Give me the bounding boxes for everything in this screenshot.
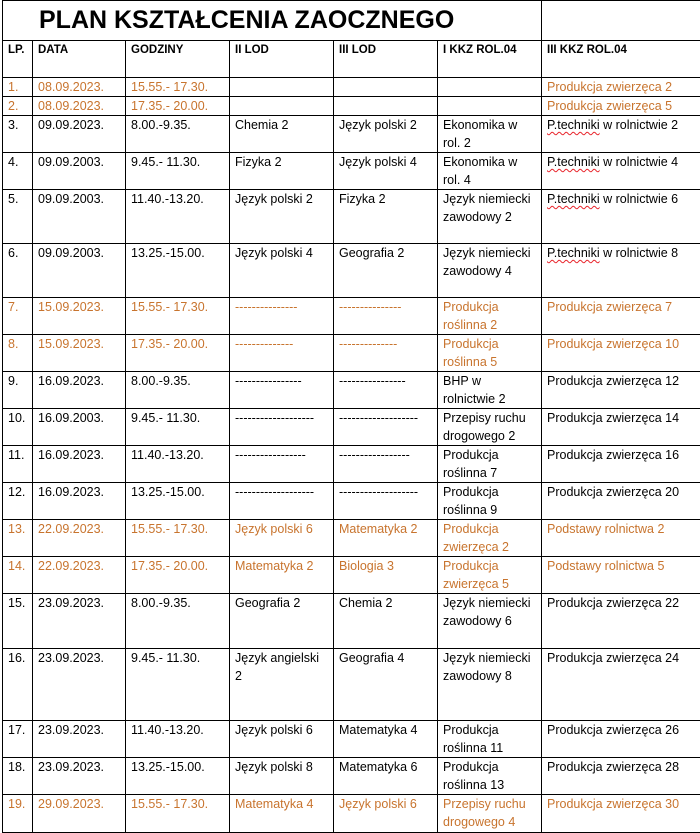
- cell-iii-kkz: [542, 244, 700, 298]
- cell-iii-lod: [334, 97, 438, 116]
- cell-ii-lod: ---------------: [230, 298, 334, 335]
- table-row: [3, 244, 700, 298]
- title-empty-cell: [542, 1, 700, 41]
- cell-godziny: 11.40.-13.20.: [126, 190, 230, 244]
- cell-iii-kkz-abbrev: P.techniki: [547, 118, 600, 132]
- cell-iii-lod: Język polski 6: [334, 795, 438, 833]
- table-row: [3, 335, 700, 372]
- cell-lp: 10.: [3, 409, 33, 446]
- cell-data: 08.09.2023.: [33, 78, 126, 97]
- cell-godziny: 17.35.- 20.00.: [126, 557, 230, 594]
- cell-iii-kkz: Podstawy rolnictwa 2: [542, 520, 700, 557]
- cell-iii-kkz: [542, 116, 700, 153]
- cell-ii-lod: Język polski 8: [230, 758, 334, 795]
- cell-data: 23.09.2023.: [33, 758, 126, 795]
- cell-data: 15.09.2023.: [33, 298, 126, 335]
- cell-godziny: 13.25.-15.00.: [126, 483, 230, 520]
- cell-lp: 11.: [3, 446, 33, 483]
- cell-i-kkz: Produkcja zwierzęca 5: [438, 557, 542, 594]
- cell-iii-kkz: Produkcja zwierzęca 22: [542, 594, 700, 649]
- schedule-table: [2, 0, 700, 833]
- cell-iii-kkz: [542, 153, 700, 190]
- cell-i-kkz: Język niemiecki zawodowy 8: [438, 649, 542, 721]
- table-row: [3, 594, 700, 649]
- table-row: [3, 116, 700, 153]
- cell-iii-kkz-abbrev: P.techniki: [547, 155, 600, 169]
- cell-data: 29.09.2023.: [33, 795, 126, 833]
- cell-ii-lod: [230, 78, 334, 97]
- cell-godziny: 11.40.-13.20.: [126, 721, 230, 758]
- cell-iii-kkz: Produkcja zwierzęca 12: [542, 372, 700, 409]
- cell-ii-lod: Język polski 6: [230, 520, 334, 557]
- cell-i-kkz: Język niemiecki zawodowy 6: [438, 594, 542, 649]
- cell-ii-lod: Matematyka 4: [230, 795, 334, 833]
- cell-lp: 4.: [3, 153, 33, 190]
- table-row: [3, 298, 700, 335]
- cell-godziny: 8.00.-9.35.: [126, 594, 230, 649]
- table-row: [3, 483, 700, 520]
- cell-data: 09.09.2003.: [33, 244, 126, 298]
- cell-iii-lod: Język polski 2: [334, 116, 438, 153]
- cell-i-kkz: Produkcja roślinna 7: [438, 446, 542, 483]
- cell-iii-kkz: Produkcja zwierzęca 16: [542, 446, 700, 483]
- cell-iii-lod: -------------------: [334, 409, 438, 446]
- cell-lp: 14.: [3, 557, 33, 594]
- header-iii-kkz: III KKZ ROL.04: [542, 41, 700, 78]
- cell-data: 09.09.2023.: [33, 116, 126, 153]
- cell-iii-kkz: Produkcja zwierzęca 30: [542, 795, 700, 833]
- cell-i-kkz: Język niemiecki zawodowy 4: [438, 244, 542, 298]
- cell-lp: 19.: [3, 795, 33, 833]
- cell-ii-lod: -----------------: [230, 446, 334, 483]
- cell-ii-lod: Fizyka 2: [230, 153, 334, 190]
- cell-iii-lod: --------------: [334, 335, 438, 372]
- cell-iii-lod: Geografia 4: [334, 649, 438, 721]
- cell-data: 23.09.2023.: [33, 721, 126, 758]
- cell-godziny: 17.35.- 20.00.: [126, 97, 230, 116]
- table-row: [3, 446, 700, 483]
- cell-lp: 3.: [3, 116, 33, 153]
- cell-i-kkz: BHP w rolnictwie 2: [438, 372, 542, 409]
- table-row: [3, 758, 700, 795]
- cell-data: 16.09.2023.: [33, 483, 126, 520]
- cell-iii-kkz-abbrev: P.techniki: [547, 246, 600, 260]
- cell-lp: 15.: [3, 594, 33, 649]
- cell-lp: 2.: [3, 97, 33, 116]
- cell-iii-kkz: Produkcja zwierzęca 2: [542, 78, 700, 97]
- header-ii-lod: II LOD: [230, 41, 334, 78]
- cell-iii-kkz: Produkcja zwierzęca 26: [542, 721, 700, 758]
- cell-iii-lod: Język polski 4: [334, 153, 438, 190]
- cell-ii-lod: [230, 97, 334, 116]
- cell-i-kkz: [438, 97, 542, 116]
- cell-godziny: 15.55.- 17.30.: [126, 795, 230, 833]
- cell-ii-lod: ----------------: [230, 372, 334, 409]
- cell-iii-kkz-rest: w rolnictwie 4: [600, 155, 679, 169]
- cell-lp: 17.: [3, 721, 33, 758]
- cell-iii-kkz: [542, 190, 700, 244]
- cell-godziny: 9.45.- 11.30.: [126, 649, 230, 721]
- cell-iii-kkz-rest: w rolnictwie 6: [600, 192, 679, 206]
- table-row: [3, 78, 700, 97]
- table-row: [3, 372, 700, 409]
- cell-i-kkz: Produkcja roślinna 11: [438, 721, 542, 758]
- cell-i-kkz: Produkcja zwierzęca 2: [438, 520, 542, 557]
- cell-iii-kkz: Podstawy rolnictwa 5: [542, 557, 700, 594]
- cell-i-kkz: Produkcja roślinna 13: [438, 758, 542, 795]
- cell-godziny: 8.00.-9.35.: [126, 116, 230, 153]
- cell-godziny: 15.55.- 17.30.: [126, 520, 230, 557]
- header-row: [3, 41, 700, 78]
- cell-godziny: 9.45.- 11.30.: [126, 409, 230, 446]
- cell-iii-kkz: Produkcja zwierzęca 7: [542, 298, 700, 335]
- header-godziny: GODZINY: [126, 41, 230, 78]
- cell-iii-lod: ----------------: [334, 372, 438, 409]
- cell-iii-lod: Geografia 2: [334, 244, 438, 298]
- cell-ii-lod: Matematyka 2: [230, 557, 334, 594]
- cell-i-kkz: [438, 78, 542, 97]
- cell-godziny: 8.00.-9.35.: [126, 372, 230, 409]
- table-row: [3, 520, 700, 557]
- cell-iii-lod: Matematyka 4: [334, 721, 438, 758]
- cell-ii-lod: -------------------: [230, 409, 334, 446]
- cell-data: 09.09.2003.: [33, 190, 126, 244]
- cell-iii-kkz: Produkcja zwierzęca 14: [542, 409, 700, 446]
- cell-godziny: 15.55.- 17.30.: [126, 298, 230, 335]
- cell-lp: 12.: [3, 483, 33, 520]
- cell-iii-kkz: Produkcja zwierzęca 5: [542, 97, 700, 116]
- cell-lp: 6.: [3, 244, 33, 298]
- cell-lp: 18.: [3, 758, 33, 795]
- cell-iii-lod: Chemia 2: [334, 594, 438, 649]
- cell-data: 09.09.2003.: [33, 153, 126, 190]
- cell-data: 16.09.2023.: [33, 446, 126, 483]
- page-title: PLAN KSZTAŁCENIA ZAOCZNEGO: [3, 1, 542, 41]
- table-row: [3, 153, 700, 190]
- cell-lp: 8.: [3, 335, 33, 372]
- table-row: [3, 97, 700, 116]
- cell-data: 15.09.2023.: [33, 335, 126, 372]
- cell-iii-kkz-rest: w rolnictwie 2: [600, 118, 679, 132]
- cell-data: 08.09.2023.: [33, 97, 126, 116]
- cell-godziny: 11.40.-13.20.: [126, 446, 230, 483]
- cell-lp: 13.: [3, 520, 33, 557]
- cell-data: 23.09.2023.: [33, 649, 126, 721]
- cell-i-kkz: Ekonomika w rol. 4: [438, 153, 542, 190]
- table-row: [3, 409, 700, 446]
- cell-godziny: 9.45.- 11.30.: [126, 153, 230, 190]
- cell-ii-lod: -------------------: [230, 483, 334, 520]
- cell-ii-lod: Język polski 4: [230, 244, 334, 298]
- cell-i-kkz: Ekonomika w rol. 2: [438, 116, 542, 153]
- cell-ii-lod: Język angielski 2: [230, 649, 334, 721]
- table-row: [3, 557, 700, 594]
- cell-data: 23.09.2023.: [33, 594, 126, 649]
- cell-iii-lod: Biologia 3: [334, 557, 438, 594]
- cell-i-kkz: Produkcja roślinna 9: [438, 483, 542, 520]
- cell-ii-lod: Język polski 2: [230, 190, 334, 244]
- cell-ii-lod: Język polski 6: [230, 721, 334, 758]
- cell-iii-kkz-rest: w rolnictwie 8: [600, 246, 679, 260]
- header-iii-lod: III LOD: [334, 41, 438, 78]
- cell-i-kkz: Produkcja roślinna 5: [438, 335, 542, 372]
- table-row: [3, 649, 700, 721]
- cell-i-kkz: Przepisy ruchu drogowego 4: [438, 795, 542, 833]
- header-lp: LP.: [3, 41, 33, 78]
- header-data: DATA: [33, 41, 126, 78]
- cell-iii-lod: Fizyka 2: [334, 190, 438, 244]
- cell-lp: 5.: [3, 190, 33, 244]
- header-i-kkz: I KKZ ROL.04: [438, 41, 542, 78]
- cell-lp: 9.: [3, 372, 33, 409]
- cell-iii-kkz: Produkcja zwierzęca 28: [542, 758, 700, 795]
- cell-ii-lod: Geografia 2: [230, 594, 334, 649]
- cell-lp: 1.: [3, 78, 33, 97]
- cell-iii-lod: -------------------: [334, 483, 438, 520]
- cell-iii-kkz: Produkcja zwierzęca 10: [542, 335, 700, 372]
- table-row: [3, 795, 700, 833]
- cell-lp: 16.: [3, 649, 33, 721]
- cell-iii-lod: -----------------: [334, 446, 438, 483]
- cell-ii-lod: --------------: [230, 335, 334, 372]
- cell-iii-lod: [334, 78, 438, 97]
- cell-iii-lod: Matematyka 6: [334, 758, 438, 795]
- cell-i-kkz: Produkcja roślinna 2: [438, 298, 542, 335]
- cell-data: 16.09.2023.: [33, 372, 126, 409]
- cell-i-kkz: Język niemiecki zawodowy 2: [438, 190, 542, 244]
- cell-ii-lod: Chemia 2: [230, 116, 334, 153]
- cell-godziny: 15.55.- 17.30.: [126, 78, 230, 97]
- cell-i-kkz: Przepisy ruchu drogowego 2: [438, 409, 542, 446]
- cell-iii-kkz-abbrev: P.techniki: [547, 192, 600, 206]
- table-row: [3, 721, 700, 758]
- cell-godziny: 17.35.- 20.00.: [126, 335, 230, 372]
- cell-data: 22.09.2023.: [33, 557, 126, 594]
- cell-godziny: 13.25.-15.00.: [126, 758, 230, 795]
- cell-data: 16.09.2003.: [33, 409, 126, 446]
- cell-lp: 7.: [3, 298, 33, 335]
- cell-iii-kkz: Produkcja zwierzęca 24: [542, 649, 700, 721]
- cell-iii-lod: Matematyka 2: [334, 520, 438, 557]
- cell-iii-lod: ---------------: [334, 298, 438, 335]
- cell-godziny: 13.25.-15.00.: [126, 244, 230, 298]
- table-row: [3, 190, 700, 244]
- cell-data: 22.09.2023.: [33, 520, 126, 557]
- cell-iii-kkz: Produkcja zwierzęca 20: [542, 483, 700, 520]
